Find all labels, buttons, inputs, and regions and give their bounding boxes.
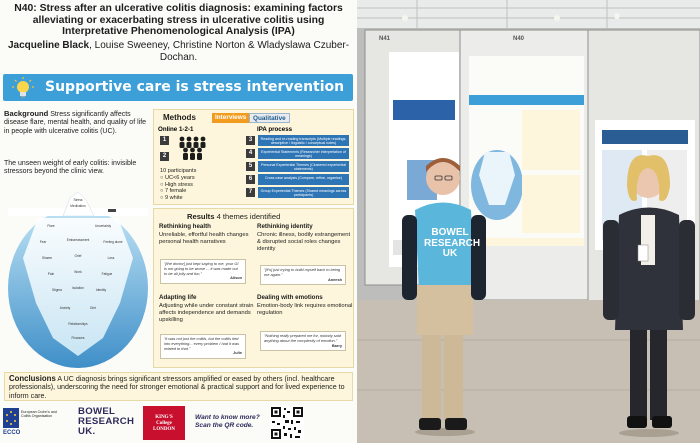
- iceberg-label: Stress: [73, 198, 83, 202]
- iceberg-label: Identity: [95, 288, 107, 292]
- lead-author: Jacqueline Black: [7, 40, 90, 51]
- ecco-name: European Crohn's and Colitis Organisation: [21, 410, 57, 419]
- theme-rethinking-health: Rethinking health Unreliable, effortful health changes personal health narratives: [159, 223, 249, 245]
- lightbulb-icon: [12, 77, 34, 99]
- participant-criteria: ○ 9 white: [160, 195, 183, 202]
- banner-text: Supportive care is stress intervention: [45, 79, 345, 95]
- kings-college-logo: KING'S College LONDON: [143, 406, 185, 440]
- iceberg-label: Pain: [47, 272, 55, 276]
- iceberg-caption: The unseen weight of early colitis: invisible stressors beyond the clinic view.: [4, 160, 137, 176]
- iceberg-label: Isolation: [72, 286, 84, 290]
- iceberg-label: Loss: [107, 256, 115, 260]
- ipa-step-number: 5: [246, 162, 255, 171]
- ipa-step-number: 7: [246, 188, 255, 197]
- board-number: N41: [379, 36, 391, 42]
- people-group-icon: [176, 134, 210, 162]
- ipa-step-number: 3: [246, 136, 255, 145]
- iceberg-label: Finances: [71, 336, 85, 340]
- iceberg-label: Flare: [47, 224, 55, 228]
- quote-box: "[it's] just trying to build myself back to being me again." Aneesh: [260, 265, 346, 285]
- poster-footer: [0, 404, 357, 443]
- results-section: [153, 208, 354, 368]
- eu-stars-icon: [3, 408, 19, 428]
- methods-title: Methods: [163, 113, 196, 122]
- step-number-2: 2: [160, 152, 169, 161]
- iceberg-label: Relationships: [68, 322, 88, 326]
- ipa-step-number: 4: [246, 149, 255, 158]
- participant-list: [160, 168, 216, 202]
- methods-section: [153, 109, 354, 205]
- ipa-step-number: 6: [246, 175, 255, 184]
- co-authors: , Louise Sweeney, Christine Norton & Wladyslawa Czuber-Dochan.: [89, 40, 350, 63]
- background-section: [4, 110, 147, 152]
- iceberg-label: Work: [74, 270, 82, 274]
- ecco-abbrev: ECCO: [3, 430, 21, 436]
- qr-prompt: Want to know more? Scan the QR code.: [195, 414, 260, 429]
- quote-box: "Nothing really prepared me for, nobody said anything about the complexity of emotion." Barry: [260, 331, 346, 351]
- ecco-logo: [3, 406, 57, 441]
- conclusions-text: A UC diagnosis brings significant stressors amplified or eased by others (incl. healthcare professionals), underscoring the need for stronger emotional & practical support and for lived experience to inform care.: [9, 375, 345, 400]
- iceberg-illustration: [8, 188, 148, 370]
- conference-photo: [357, 0, 700, 443]
- iceberg-graphic: [8, 188, 148, 370]
- quote-box: "[the doctor] just kept saying to me, your GI is not going to be worse ... it was made out to be all jolly and fun," Alison: [160, 259, 246, 284]
- ipa-step: Personal Experiential Themes (Clustered experiential statements): [258, 161, 349, 172]
- participant-criteria: ○ 7 female: [160, 188, 187, 195]
- theme-adapting-life: Adapting life Adjusting while under constant strain affects independence and demands upskilling: [159, 294, 254, 323]
- iceberg-label: Uncertainty: [94, 224, 112, 228]
- ipa-title: IPA process: [257, 126, 293, 133]
- conclusions-label: Conclusions: [9, 374, 56, 383]
- iceberg-label: Fatigue: [101, 272, 113, 276]
- iceberg-label: Fear: [39, 240, 47, 244]
- poster-authors: [4, 40, 353, 64]
- ipa-step: Cross case analysis (Compare, refine, organise): [258, 174, 349, 185]
- participant-criteria: ○ High stress: [160, 181, 193, 188]
- online-label: Online 1-2-1: [158, 126, 194, 133]
- participant-count: 10 participants: [160, 168, 197, 174]
- shirt-print: BOWEL RESEARCH UK: [424, 227, 481, 259]
- step-number-1: 1: [160, 136, 169, 145]
- ipa-step: Experiential Statements (Researcher interpretation of meanings): [258, 148, 349, 159]
- conclusions-section: [4, 372, 353, 401]
- participant-criteria: ○ UC<6 years: [160, 174, 195, 181]
- photo-scene: [357, 0, 700, 443]
- iceberg-label: Feeling alone: [103, 240, 123, 244]
- results-title: Results 4 themes identified: [187, 212, 281, 221]
- qualitative-tag: Qualitative: [249, 113, 290, 123]
- key-message-banner: [3, 74, 353, 101]
- quote-box: "it was not just the colitis, but the colitis tied into everything... every problem I had it was related to that." Julie: [160, 334, 246, 359]
- ipa-step: Reading and re-reading transcripts (Multiple readings, descriptive / linguistic / conceptual notes): [258, 135, 349, 146]
- iceberg-label: Shame: [41, 256, 53, 260]
- interviews-tag: Interviews: [212, 113, 249, 123]
- theme-dealing-with-emotions: Dealing with emotions Emotion-body link requires emotional regulation: [257, 294, 353, 316]
- iceberg-label: Diet: [90, 306, 96, 310]
- bowel-research-uk-logo: BOWEL RESEARCH UK.: [78, 406, 135, 437]
- background-label: Background: [4, 109, 49, 118]
- iceberg-label: Medication: [70, 204, 86, 208]
- iceberg-label: Anxiety: [59, 306, 71, 310]
- qr-code-icon[interactable]: [270, 406, 304, 440]
- ipa-step: Group Experiential Themes (Shared meanings across participants): [258, 187, 349, 198]
- poster-title: N40: Stress after an ulcerative colitis diagnosis: examining factors alleviating or exacerbating stress in ulcerative colitis using Interpretative Phenomenological Analysis (IPA): [14, 3, 343, 38]
- background-text: Stress significantly affects disease flare, mental health, and quality of life in people with ulcerative colitis (UC).: [4, 111, 147, 135]
- results-subtitle: 4 themes identified: [216, 212, 281, 221]
- iceberg-label: Stigma: [52, 288, 62, 292]
- iceberg-label: Embarrassment: [66, 238, 90, 242]
- iceberg-label: Grief: [74, 254, 82, 258]
- theme-rethinking-identity: Rethinking identity Chronic illness, bodily estrangement & disrupted social roles changes identity: [257, 223, 351, 252]
- board-number: N40: [513, 36, 525, 42]
